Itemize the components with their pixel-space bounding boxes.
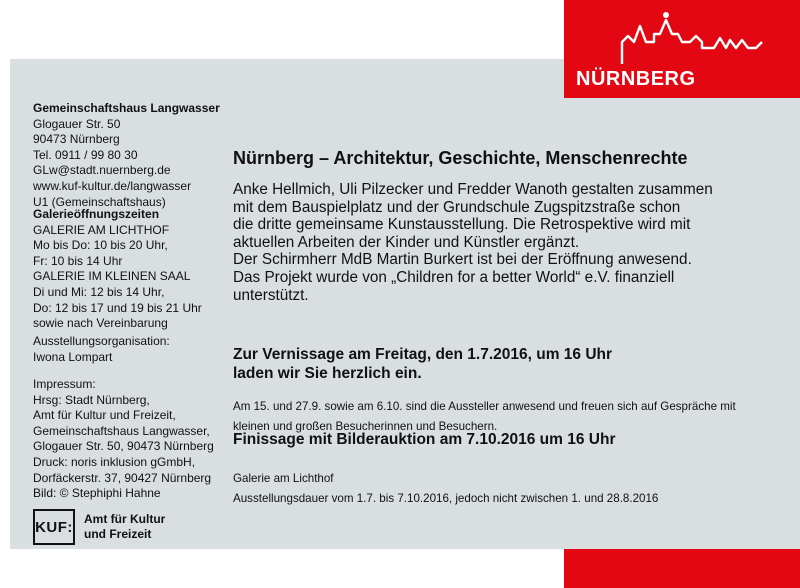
intro-line: Anke Hellmich, Uli Pilzecker und Fredder Wanoth gestalten zusammen	[233, 181, 713, 198]
kuf-label-line: Amt für Kultur	[84, 512, 166, 526]
impressum-line: Bild: © Stephiphi Hahne	[33, 486, 161, 501]
org-label: Ausstellungsorganisation:	[33, 334, 170, 348]
page-title: Nürnberg – Architektur, Geschichte, Menschenrechte	[233, 148, 688, 168]
vernissage-line: laden wir Sie herzlich ein.	[233, 365, 422, 382]
kuf-label	[84, 512, 165, 542]
logo-text: NÜRNBERG	[576, 68, 696, 90]
intro-line: Der Schirmherr MdB Martin Burkert ist bei der Eröffnung anwesend.	[233, 251, 692, 269]
kuf-logo	[33, 508, 165, 546]
hours-line: Di und Mi: 12 bis 14 Uhr,	[33, 284, 165, 299]
impressum-line: Hrsg: Stadt Nürnberg,	[33, 392, 150, 407]
hours-line: sowie nach Vereinbarung	[33, 316, 168, 331]
note-line: kleinen und großen Besucherinnen und Besuchern.	[233, 420, 498, 433]
hours-line: Do: 12 bis 17 und 19 bis 21 Uhr	[33, 300, 202, 315]
intro-line: unterstützt.	[233, 286, 309, 304]
impressum-line: Impressum:	[33, 377, 96, 391]
website: www.kuf-kultur.de/langwasser	[33, 178, 192, 193]
impressum-line: Gemeinschaftshaus Langwasser,	[33, 423, 210, 438]
contact-address	[33, 101, 243, 210]
impressum	[33, 377, 243, 502]
intro-line: mit dem Bauspielplatz und der Grundschule Zugspitzstraße schon	[233, 198, 681, 216]
intro-line: Das Projekt wurde von „Children for a better World“ e.V. finanziell	[233, 268, 675, 286]
intro-line: aktuellen Arbeiten der Kinder und Künstler ergänzt.	[233, 233, 580, 251]
transit-info: U1 (Gemeinschaftshaus)	[33, 194, 166, 209]
castle-skyline-icon	[616, 6, 766, 66]
vernissage-line: Zur Vernissage am Freitag, den 1.7.2016, um 16 Uhr	[233, 346, 613, 363]
red-footer-block	[564, 549, 800, 588]
opening-hours	[33, 207, 243, 332]
address-line: Glogauer Str. 50	[33, 116, 121, 131]
hours-heading: Galerieöffnungszeiten	[33, 207, 160, 221]
finissage-heading: Finissage mit Bilderauktion am 7.10.2016 um 16 Uhr	[233, 431, 616, 448]
venue-name: Gemeinschaftshaus Langwasser	[33, 101, 220, 115]
intro-paragraph	[233, 181, 778, 304]
gallery-info	[233, 469, 778, 509]
note-line: Am 15. und 27.9. sowie am 6.10. sind die Aussteller anwesend und freuen sich auf Gespräche mit	[233, 400, 736, 413]
impressum-line: Druck: noris inklusion gGmbH,	[33, 454, 196, 469]
vernissage-invitation	[233, 345, 778, 383]
impressum-line: Glogauer Str. 50, 90473 Nürnberg	[33, 439, 214, 454]
exhibition-duration: Ausstellungsdauer vom 1.7. bis 7.10.2016, jedoch nicht zwischen 1. und 28.8.2016	[233, 492, 659, 505]
intro-line: die dritte gemeinsame Kunstausstellung. Die Retrospektive wird mit	[233, 216, 691, 234]
phone: Tel. 0911 / 99 80 30	[33, 147, 138, 162]
gallery-name: Galerie am Lichthof	[233, 472, 334, 485]
address-line: 90473 Nürnberg	[33, 132, 120, 147]
email: GLw@stadt.nuernberg.de	[33, 163, 171, 178]
hours-line: GALERIE IM KLEINEN SAAL	[33, 269, 191, 284]
exhibition-organisation	[33, 334, 243, 365]
hours-line: Fr: 10 bis 14 Uhr	[33, 253, 123, 268]
hours-line: GALERIE AM LICHTHOF	[33, 222, 170, 237]
kuf-badge: KUF:	[33, 509, 75, 545]
kuf-label-line: und Freizeit	[84, 527, 152, 541]
impressum-line: Amt für Kultur und Freizeit,	[33, 408, 176, 423]
hours-line: Mo bis Do: 10 bis 20 Uhr,	[33, 238, 168, 253]
org-name: Iwona Lompart	[33, 349, 113, 364]
impressum-line: Dorfäckerstr. 37, 90427 Nürnberg	[33, 470, 212, 485]
